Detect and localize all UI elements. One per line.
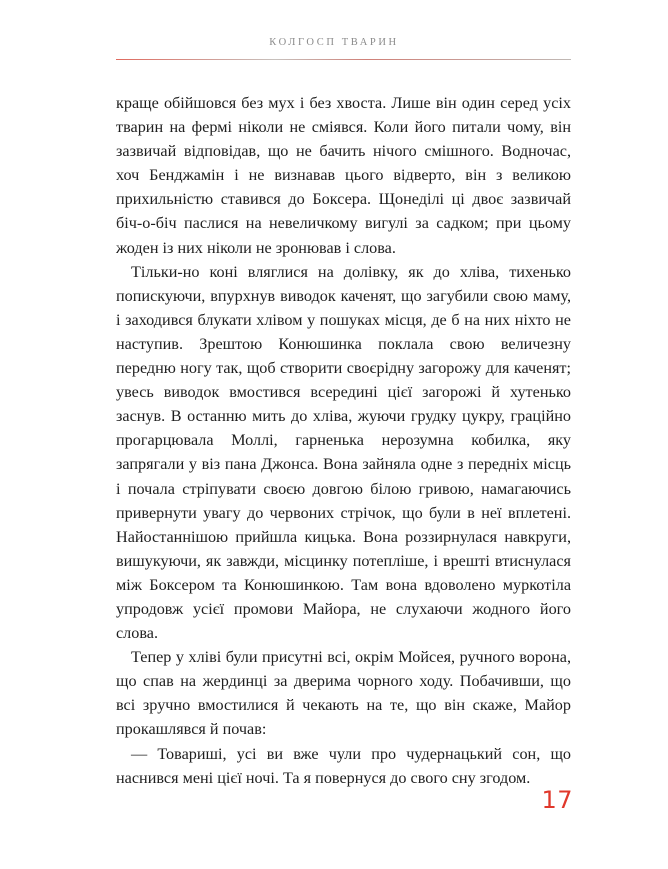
page-number: 17	[541, 786, 573, 814]
running-header: КОЛГОСП ТВАРИН	[269, 37, 399, 48]
header-rule	[116, 59, 571, 60]
body-text	[116, 91, 571, 790]
paragraph-4: — Товариші, усі ви вже чули про чудернацький сон, що наснився мені цієї ночі. Та я повернуся до свого сну згодом.	[116, 744, 571, 787]
paragraph-1: краще обійшовся без мух і без хвоста. Лише він один серед усіх тварин на фермі ніколи не сміявся. Коли його питали чому, він зазвичай відповідав, що не бачить нічого смішного. Водночас, хоч Бенджамін і не визнавав цього відверто, він з великою прихильністю ставився до Боксера. Щонеділі ці двоє зазвичай біч-о-біч паслися на невеличкому вигулі за садком; при цьому жоден із них ніколи не зронював і слова.	[116, 94, 571, 257]
paragraph-2: Тільки-но коні вляглися на долівку, як до хліва, тихенько попискуючи, впурхнув виводок каченят, що загубили свою маму, і заходився блукати хлівом у пошуках місця, де б на них ніхто не наступив. Зрештою Конюшинка поклала свою величезну передню ногу так, щоб створити своєрідну загорожу для каченят; увесь виводок вмостився всередині цієї загорожі й хутенько заснув. В останню мить до хліва, жуючи грудку цукру, граційно прогарцювала Моллі, гарненька нерозумна кобилка, яку запрягали у віз пана Джонса. Вона зайняла одне з передніх місць і почала стріпувати своєю довгою білою гривою, намагаючись привернути увагу до червоних стрічок, що були в неї вплетені. Найостаннішою прийшла кицька. Вона роззирнулася навкруги, вишукуючи, як завжди, місцинку потепліше, і врешті втиснулася між Боксером та Конюшинкою. Там вона вдоволено муркотіла упродовж усієї промови Майора, не слухаючи жодного його слова.	[116, 262, 571, 643]
paragraph-3: Тепер у хліві були присутні всі, окрім Мойсея, ручного ворона, що спав на жердинці за дверима чорного ходу. Побачивши, що всі зручно вмостилися й чекають на те, що він скаже, Майор прокашлявся й почав:	[116, 648, 571, 739]
